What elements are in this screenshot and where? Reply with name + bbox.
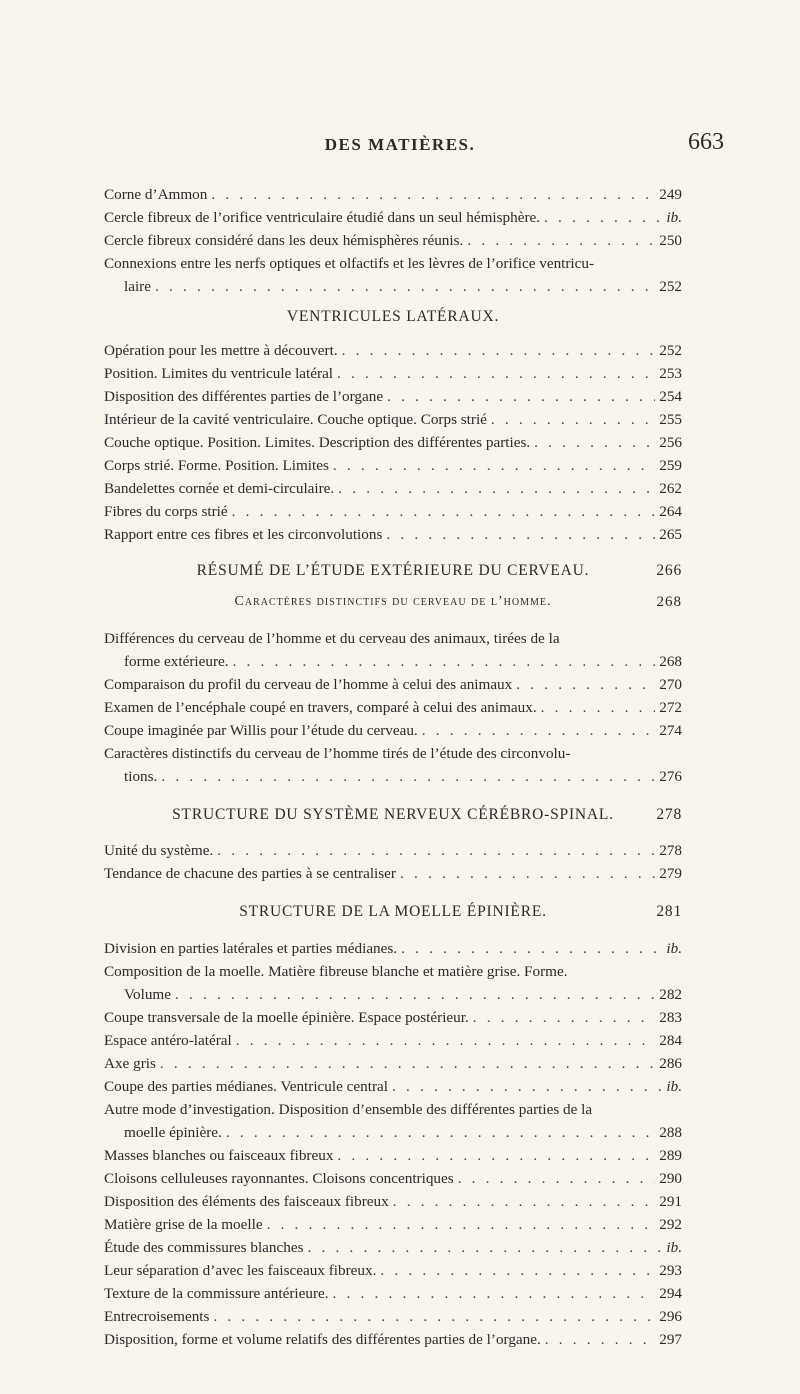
- toc-entry: Espace antéro-latéral . . . 284: [104, 1030, 682, 1052]
- toc-entry: Texture de la commissure antérieure. . . . 294: [104, 1283, 682, 1305]
- section-heading: STRUCTURE DE LA MOELLE ÉPINIÈRE. 281: [239, 903, 682, 920]
- toc-entry: Volume . . . 282: [124, 984, 682, 1006]
- toc-entry: Disposition des différentes parties de l’organe . . . 254: [104, 386, 682, 408]
- toc-entry: moelle épinière. . . . 288: [124, 1122, 682, 1144]
- toc-entry: Comparaison du profil du cerveau de l’homme à celui des animaux . . . 270: [104, 674, 682, 696]
- toc-entry: Corne d’Ammon . . . 249: [104, 184, 682, 206]
- section-heading: VENTRICULES LATÉRAUX.: [286, 308, 500, 325]
- toc-entry: Masses blanches ou faisceaux fibreux . . . 289: [104, 1145, 682, 1167]
- page-header: [0, 129, 800, 165]
- toc-entry: Bandelettes cornée et demi-circulaire. . . . 262: [104, 478, 682, 500]
- toc-entry: Cercle fibreux considéré dans les deux hémisphères réunis. . . . 250: [104, 230, 682, 252]
- toc-entry: Unité du système. . . . 278: [104, 840, 682, 862]
- toc-entry: Corps strié. Forme. Position. Limites . . . 259: [104, 455, 682, 477]
- toc-entry: tions. . . . 276: [124, 766, 682, 788]
- subsection-heading: Caractères distinctifs du cerveau de l’homme. 268: [234, 594, 682, 610]
- toc-entry: Tendance de chacune des parties à se centraliser . . . 279: [104, 863, 682, 885]
- running-title: DES MATIÈRES.: [324, 135, 476, 154]
- toc-entry: Couche optique. Position. Limites. Description des différentes parties. . . . 256: [104, 432, 682, 454]
- toc-entry: Entrecroisements . . . 296: [104, 1306, 682, 1328]
- toc-entry: Cloisons celluleuses rayonnantes. Cloisons concentriques . . . 290: [104, 1168, 682, 1190]
- section-heading: RÉSUMÉ DE L’ÉTUDE EXTÉRIEURE DU CERVEAU. 266: [196, 562, 682, 579]
- toc-entry: Autre mode d’investigation. Disposition d’ensemble des différentes parties de la: [104, 1101, 593, 1118]
- toc-entry: Intérieur de la cavité ventriculaire. Couche optique. Corps strié . . . 255: [104, 409, 682, 431]
- toc-entry: Position. Limites du ventricule latéral . . . 253: [104, 363, 682, 385]
- toc-entry: Cercle fibreux de l’orifice ventriculaire étudié dans un seul hémisphère. . . . ib.: [104, 207, 682, 229]
- toc-entry: Disposition, forme et volume relatifs des différentes parties de l’organe. . . . 297: [104, 1329, 682, 1351]
- toc-entry: Disposition des éléments des faisceaux fibreux . . . 291: [104, 1191, 682, 1213]
- toc-entry: Axe gris . . . 286: [104, 1053, 682, 1075]
- toc-entry: Coupe imaginée par Willis pour l’étude du cerveau. . . . 274: [104, 720, 682, 742]
- toc-entry: Caractères distinctifs du cerveau de l’homme tirés de l’étude des circonvolu-: [104, 745, 571, 762]
- toc-entry: Examen de l’encéphale coupé en travers, comparé à celui des animaux. . . . 272: [104, 697, 682, 719]
- page-number: 663: [688, 129, 724, 155]
- toc-entry: Division en parties latérales et parties médianes. . . . ib.: [104, 938, 682, 960]
- toc-entry: Opération pour les mettre à découvert. . . . 252: [104, 340, 682, 362]
- toc-entry: Coupe transversale de la moelle épinière. Espace postérieur. . . . 283: [104, 1007, 682, 1029]
- toc-entry: Connexions entre les nerfs optiques et olfactifs et les lèvres de l’orifice ventricu-: [104, 255, 595, 272]
- toc-entry: forme extérieure. . . . 268: [124, 651, 682, 673]
- toc-entry: Composition de la moelle. Matière fibreuse blanche et matière grise. Forme.: [104, 963, 568, 980]
- toc-entry: Coupe des parties médianes. Ventricule central . . . ib.: [104, 1076, 682, 1098]
- toc-entry: Matière grise de la moelle . . . 292: [104, 1214, 682, 1236]
- section-heading: STRUCTURE DU SYSTÈME NERVEUX CÉRÉBRO-SPINAL. 278: [172, 806, 682, 823]
- toc-entry: Rapport entre ces fibres et les circonvolutions . . . 265: [104, 524, 682, 546]
- toc-entry: laire . . . 252: [124, 276, 682, 298]
- toc-entry: Différences du cerveau de l’homme et du cerveau des animaux, tirées de la: [104, 630, 560, 647]
- toc-entry: Étude des commissures blanches . . . ib.: [104, 1237, 682, 1259]
- toc-entry: Leur séparation d’avec les faisceaux fibreux. . . . 293: [104, 1260, 682, 1282]
- toc-entry: Fibres du corps strié . . . 264: [104, 501, 682, 523]
